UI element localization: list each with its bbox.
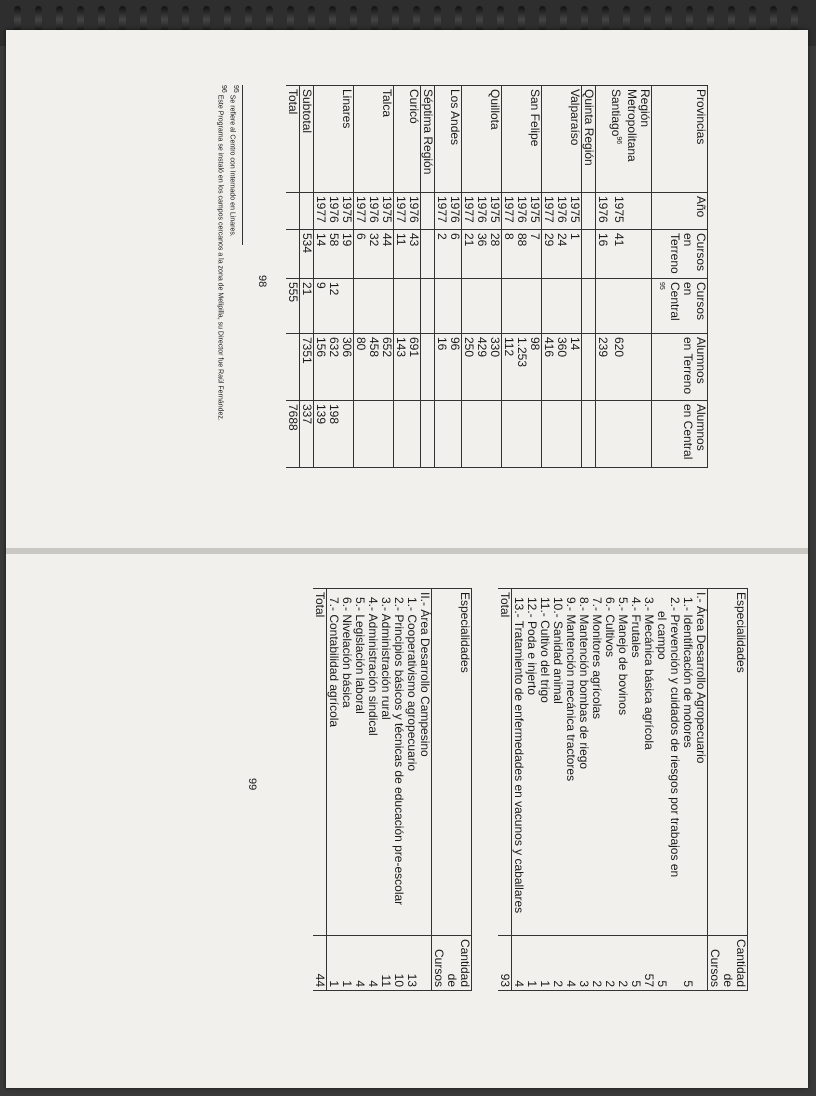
list-item [629, 589, 642, 991]
table-row [475, 86, 488, 468]
cell-cc: 21 [300, 279, 314, 334]
list-item [564, 589, 577, 991]
table-row [380, 86, 394, 468]
cell-ac [475, 401, 488, 468]
cell-ct: 28 [488, 230, 502, 279]
header-provincias: Provincias [652, 86, 708, 193]
header-anio: Año [652, 193, 708, 230]
cell-cc [596, 279, 610, 334]
list-item [551, 589, 564, 991]
cantidad-value: 1 [538, 935, 551, 990]
list-item [327, 589, 341, 991]
table-row [568, 86, 582, 468]
list-item [525, 589, 538, 991]
cell-cc: 12 [327, 279, 340, 334]
cell-ct: 19 [340, 230, 354, 279]
especialidad-label: 4.- Frutales [629, 589, 642, 936]
table-header-row [652, 86, 708, 468]
especialidad-label: 7.- Monitores agrícolas [590, 589, 603, 936]
cell-year: 1976 [596, 193, 610, 230]
table-row [555, 86, 568, 468]
cell-cc [475, 279, 488, 334]
cell-at: 239 [596, 334, 610, 401]
list-item [353, 589, 366, 991]
table-row [528, 86, 542, 468]
cell-at: 306 [340, 334, 354, 401]
list-item [655, 589, 668, 991]
cell-year: 1977 [354, 193, 368, 230]
cell-prov [542, 86, 556, 193]
especialidad-label: 8.- Mantención bombas de riego [577, 589, 590, 936]
table-row [625, 86, 652, 468]
cell-at: 691 [407, 334, 421, 401]
cell-ct [421, 230, 435, 279]
especialidades-campesino-table [313, 588, 472, 991]
table-row [394, 86, 408, 468]
cell-ac [462, 401, 476, 468]
list-item [379, 589, 392, 991]
cell-at: 429 [475, 334, 488, 401]
cell-ct: 24 [555, 230, 568, 279]
table-row [367, 86, 380, 468]
cantidad-value [694, 935, 708, 990]
cantidad-value: 1 [340, 935, 353, 990]
list-item [418, 589, 432, 991]
cell-cc [582, 279, 596, 334]
cell-at: 112 [502, 334, 516, 401]
cantidad-value: 57 [642, 935, 655, 990]
cantidad-value: 13 [405, 935, 418, 990]
cell-ct: 6 [448, 230, 462, 279]
cell-at: 14 [568, 334, 582, 401]
especialidad-label: 6.- Cultivos [603, 589, 616, 936]
cantidad-value: 3 [577, 935, 590, 990]
cell-ct: 8 [502, 230, 516, 279]
cell-ac: 7688 [286, 401, 300, 468]
cell-ac [625, 401, 652, 468]
page-number: 99 [246, 778, 258, 791]
cell-year [582, 193, 596, 230]
list-item [340, 589, 353, 991]
cell-ac [596, 401, 610, 468]
cell-at [582, 334, 596, 401]
cell-prov: Santiago$^{96}$ [609, 86, 625, 193]
cell-ct: 6 [354, 230, 368, 279]
cell-prov: Los Andes [448, 86, 462, 193]
cell-prov [596, 86, 610, 193]
cantidad-value: 4 [512, 935, 526, 990]
table-row [502, 86, 516, 468]
page-99 [235, 588, 748, 991]
cell-ac: 198 [327, 401, 340, 468]
cell-prov [367, 86, 380, 193]
cell-ct: 88 [515, 230, 528, 279]
cell-ct [286, 230, 300, 279]
cell-ac [555, 401, 568, 468]
cell-ac [582, 401, 596, 468]
table-row [596, 86, 610, 468]
cell-ac: 337 [300, 401, 314, 468]
cell-year: 1977 [462, 193, 476, 230]
especialidad-label: 4.- Administración sindical [366, 589, 379, 936]
cantidad-value: 10 [392, 935, 405, 990]
cell-at: 156 [314, 334, 328, 401]
header-cantidad: Cantidad de Cursos [708, 935, 748, 990]
list-item [603, 589, 616, 991]
header-especialidades: Especialidades [432, 589, 472, 936]
cell-prov: Linares [340, 86, 354, 193]
cell-at: 16 [435, 334, 449, 401]
list-item [668, 589, 681, 991]
cell-prov [314, 86, 328, 193]
cell-cc [625, 279, 652, 334]
cantidad-value: 1 [327, 935, 341, 990]
cell-year [625, 193, 652, 230]
cantidad-value: 5 [655, 935, 668, 990]
footnote-rule [242, 85, 243, 245]
total-value: 93 [498, 935, 512, 990]
cell-ac [407, 401, 421, 468]
cell-prov: Valparaíso [568, 86, 582, 193]
header-especialidades: Especialidades [708, 589, 748, 936]
cell-cc [555, 279, 568, 334]
page-98 [96, 85, 708, 501]
cell-ct: 11 [394, 230, 408, 279]
footnote-95: $^{95}$ Se refiere al Centro con Internado en Linares. [228, 85, 239, 237]
especialidad-label: el campo [655, 589, 668, 936]
cell-year: 1976 [367, 193, 380, 230]
cell-year: 1975 [609, 193, 625, 230]
header-cantidad: Cantidad de Cursos [432, 935, 472, 990]
total-label: Total [498, 589, 512, 936]
cell-cc [528, 279, 542, 334]
especialidad-label: 7.- Contabilidad agrícola [327, 589, 341, 936]
cell-cc [340, 279, 354, 334]
cell-ac [340, 401, 354, 468]
table-row [340, 86, 354, 468]
cell-cc [394, 279, 408, 334]
cell-ct: 14 [314, 230, 328, 279]
cantidad-value: 11 [379, 935, 392, 990]
cell-ac [421, 401, 435, 468]
especialidad-label: 11.- Cultivo del trigo [538, 589, 551, 936]
cell-year: 1977 [542, 193, 556, 230]
cell-prov: Región Metropolitana [625, 86, 652, 193]
list-item [590, 589, 603, 991]
cell-ac [367, 401, 380, 468]
cell-prov [555, 86, 568, 193]
cantidad-value: 2 [616, 935, 629, 990]
table-row [300, 86, 314, 468]
table-row [354, 86, 368, 468]
cell-cc [502, 279, 516, 334]
cell-ac [380, 401, 394, 468]
table-row [407, 86, 421, 468]
especialidad-label: 3.- Administración rural [379, 589, 392, 936]
cell-prov: San Felipe [528, 86, 542, 193]
provinces-table [286, 85, 708, 468]
cell-ct [625, 230, 652, 279]
cell-ac [354, 401, 368, 468]
especialidad-label: 6.- Nivelación básica [340, 589, 353, 936]
cantidad-value: 5 [681, 935, 694, 990]
total-row [313, 589, 327, 991]
cantidad-value [668, 935, 681, 990]
table-row [421, 86, 435, 468]
footnotes [215, 85, 243, 505]
especialidad-label: 12.- Poda e injerto [525, 589, 538, 936]
list-item [616, 589, 629, 991]
cell-year [286, 193, 300, 230]
cell-cc [354, 279, 368, 334]
cell-ct: 36 [475, 230, 488, 279]
cell-year: 1975 [380, 193, 394, 230]
header-alumnos-central: Alumnos en Central [652, 401, 708, 468]
especialidad-label: 13.- Tratamiento de enfermedades en vacunos y caballares [512, 589, 526, 936]
cell-prov [502, 86, 516, 193]
cell-at: 1.253 [515, 334, 528, 401]
cell-at: 80 [354, 334, 368, 401]
cell-cc [515, 279, 528, 334]
table-row [435, 86, 449, 468]
cell-at [286, 334, 300, 401]
cell-ac [502, 401, 516, 468]
cantidad-value: 4 [366, 935, 379, 990]
page-fold [6, 548, 808, 554]
cell-cc: 555 [286, 279, 300, 334]
especialidad-label: 5.- Manejo de bovinos [616, 589, 629, 936]
cell-ac [394, 401, 408, 468]
especialidad-label: 5.- Legislación laboral [353, 589, 366, 936]
cell-at: 360 [555, 334, 568, 401]
footnote-96: $^{96}$ Este Programa se instaló en los campos cercanos a la zona de Melipilla, su Director fue Raúl Fernández. [216, 85, 227, 421]
table-row [448, 86, 462, 468]
cell-cc [462, 279, 476, 334]
cantidad-value: 2 [551, 935, 564, 990]
list-item [405, 589, 418, 991]
cell-ct: 21 [462, 230, 476, 279]
cell-year: 1975 [528, 193, 542, 230]
especialidad-label: I.- Área Desarrollo Agropecuario [694, 589, 708, 936]
cell-prov: Talca [380, 86, 394, 193]
header-cursos-terreno: Cursos en Terreno [652, 230, 708, 279]
cell-prov: Quillota [488, 86, 502, 193]
cell-cc: 9 [314, 279, 328, 334]
cell-cc [609, 279, 625, 334]
cell-ac [448, 401, 462, 468]
cell-prov: Séptima Región [421, 86, 435, 193]
table-row [462, 86, 476, 468]
cell-ct: 29 [542, 230, 556, 279]
cell-ac [528, 401, 542, 468]
cell-prov [435, 86, 449, 193]
cell-ac [542, 401, 556, 468]
cell-ct: 534 [300, 230, 314, 279]
cell-at: 632 [327, 334, 340, 401]
cell-ct: 44 [380, 230, 394, 279]
cell-ac [568, 401, 582, 468]
cell-ct: 41 [609, 230, 625, 279]
especialidad-label: 2.- Prevención y cuidados de riesgos por trabajos en [668, 589, 681, 936]
cell-year: 1976 [448, 193, 462, 230]
cell-prov: Curicó [407, 86, 421, 193]
table-row [327, 86, 340, 468]
cell-at: 143 [394, 334, 408, 401]
list-item [538, 589, 551, 991]
cell-year: 1975 [568, 193, 582, 230]
especialidad-label: 10.- Sanidad animal [551, 589, 564, 936]
especialidad-label: 1.- Cooperativismo agropecuario [405, 589, 418, 936]
list-item [577, 589, 590, 991]
list-item [512, 589, 526, 991]
cell-at [421, 334, 435, 401]
cell-year: 1976 [327, 193, 340, 230]
cell-ac [488, 401, 502, 468]
cell-ct: 32 [367, 230, 380, 279]
cell-at: 620 [609, 334, 625, 401]
table-row [488, 86, 502, 468]
cell-at: 652 [380, 334, 394, 401]
cell-ct [582, 230, 596, 279]
list-item [642, 589, 655, 991]
total-label: Total [313, 589, 327, 936]
header-cursos-central: Cursos en Central $^{95}$ [652, 279, 708, 334]
cell-at: 250 [462, 334, 476, 401]
cell-year: 1976 [555, 193, 568, 230]
especialidad-label: 1.- Identificación de motores [681, 589, 694, 936]
table-row [314, 86, 328, 468]
cell-cc [380, 279, 394, 334]
list-item [681, 589, 694, 991]
cantidad-value [418, 935, 432, 990]
cell-ct: 43 [407, 230, 421, 279]
cell-prov [515, 86, 528, 193]
cell-at: 98 [528, 334, 542, 401]
cantidad-value: 1 [525, 935, 538, 990]
cell-at: 416 [542, 334, 556, 401]
cell-cc [488, 279, 502, 334]
cell-ac [515, 401, 528, 468]
header-alumnos-terreno: Alumnos en Terreno [652, 334, 708, 401]
cell-ac [435, 401, 449, 468]
table-row [582, 86, 596, 468]
cell-year: 1977 [314, 193, 328, 230]
cell-prov: Quinta Región [582, 86, 596, 193]
list-item [366, 589, 379, 991]
cell-cc [542, 279, 556, 334]
cell-prov: Subtotal [300, 86, 314, 193]
cell-year: 1976 [407, 193, 421, 230]
cell-cc [448, 279, 462, 334]
cantidad-value: 2 [603, 935, 616, 990]
list-item [694, 589, 708, 991]
cell-at: 330 [488, 334, 502, 401]
total-row [498, 589, 512, 991]
table-row [542, 86, 556, 468]
especialidad-label: 3.- Mecánica básica agrícola [642, 589, 655, 936]
cell-year: 1977 [394, 193, 408, 230]
cell-ct: 7 [528, 230, 542, 279]
cell-cc [568, 279, 582, 334]
cell-year: 1976 [515, 193, 528, 230]
cell-year [421, 193, 435, 230]
total-value: 44 [313, 935, 327, 990]
especialidad-label: 2.- Principios básicos y técnicas de educación pre-escolar [392, 589, 405, 936]
table-row [515, 86, 528, 468]
cell-prov [394, 86, 408, 193]
cantidad-value: 5 [629, 935, 642, 990]
cell-prov [475, 86, 488, 193]
cell-at: 7351 [300, 334, 314, 401]
list-item [392, 589, 405, 991]
especialidad-label: II.- Área Desarrollo Campesino [418, 589, 432, 936]
table-row [609, 86, 625, 468]
cell-cc [435, 279, 449, 334]
cell-year: 1975 [488, 193, 502, 230]
cell-year: 1977 [502, 193, 516, 230]
cantidad-value: 4 [564, 935, 577, 990]
cell-prov [327, 86, 340, 193]
cell-year: 1976 [475, 193, 488, 230]
cell-cc [407, 279, 421, 334]
especialidades-agropecuario-table [498, 588, 748, 991]
cantidad-value: 2 [590, 935, 603, 990]
cell-prov [462, 86, 476, 193]
cantidad-value: 4 [353, 935, 366, 990]
cell-year [300, 193, 314, 230]
cell-ac [609, 401, 625, 468]
cell-ct: 1 [568, 230, 582, 279]
cell-cc [367, 279, 380, 334]
cell-year: 1975 [340, 193, 354, 230]
cell-at: 458 [367, 334, 380, 401]
cell-ct: 2 [435, 230, 449, 279]
cell-ac: 139 [314, 401, 328, 468]
cell-at [625, 334, 652, 401]
cell-ct: 16 [596, 230, 610, 279]
especialidad-label: 9.- Mantención mecánica tractores [564, 589, 577, 936]
cell-cc [421, 279, 435, 334]
cell-year: 1977 [435, 193, 449, 230]
cell-prov: Total [286, 86, 300, 193]
page-number: 98 [256, 275, 268, 288]
table-row [286, 86, 300, 468]
cell-at: 96 [448, 334, 462, 401]
cell-ct: 58 [327, 230, 340, 279]
cell-prov [354, 86, 368, 193]
